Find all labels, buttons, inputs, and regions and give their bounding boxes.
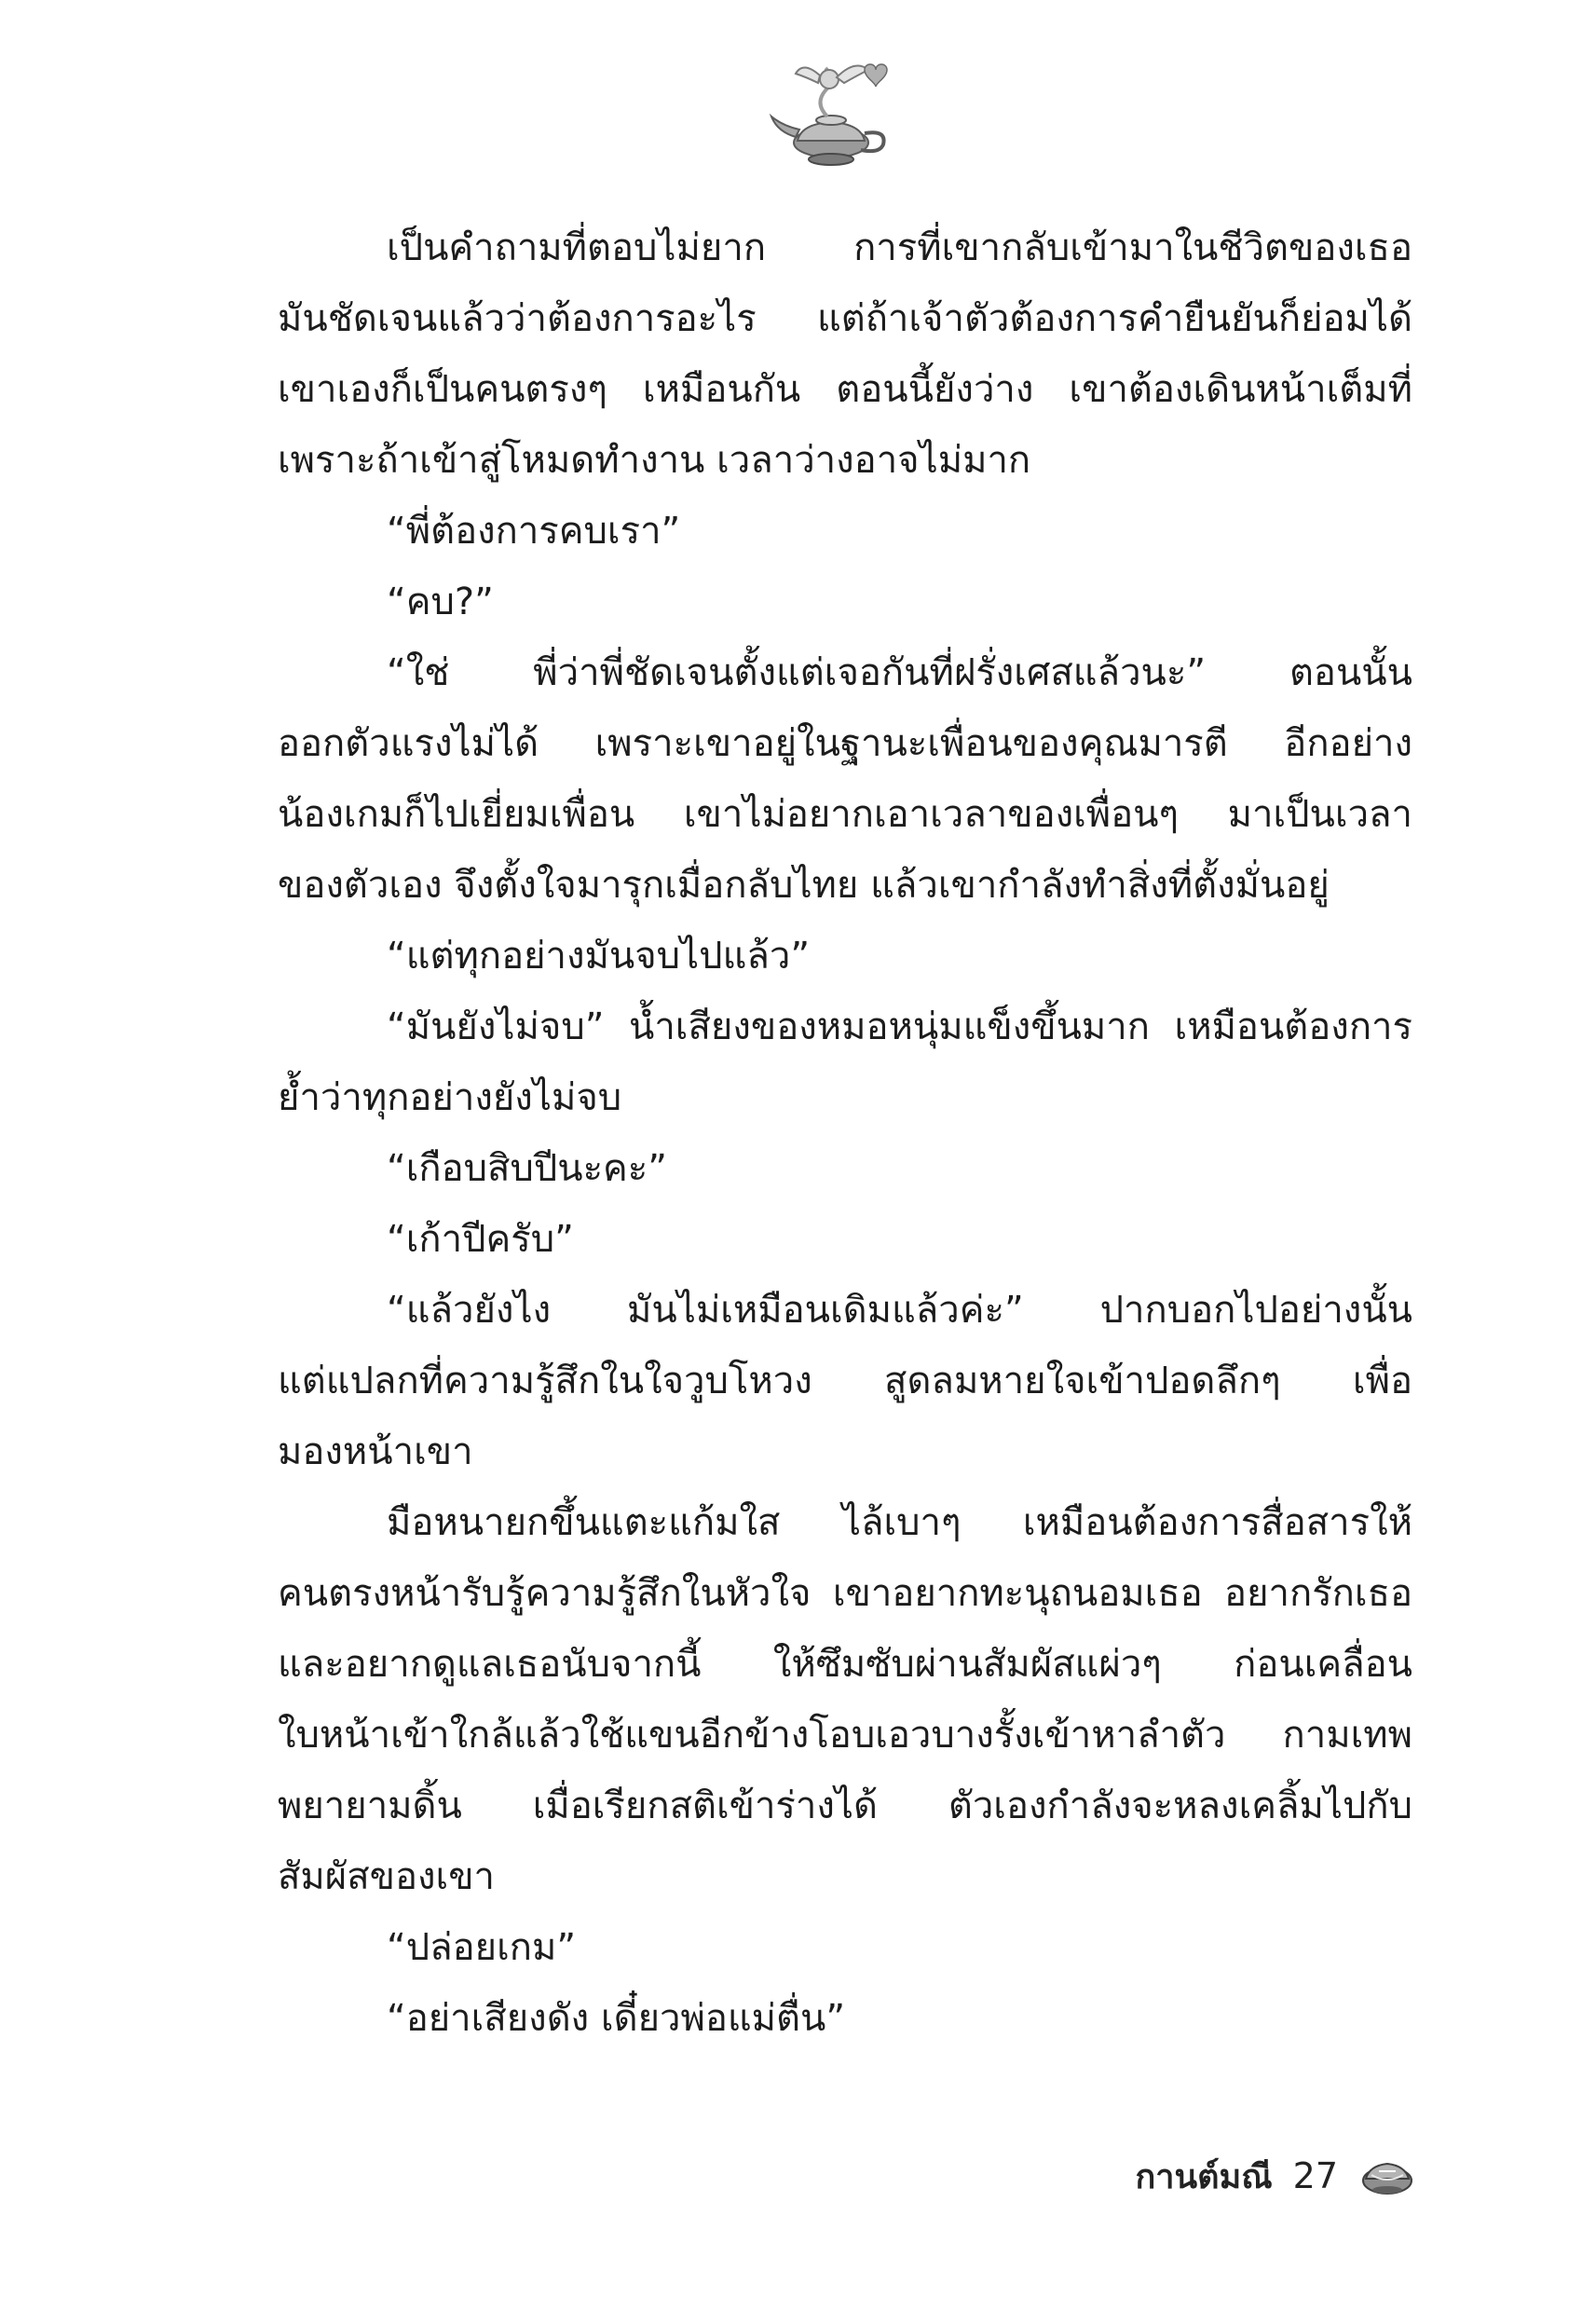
text-line: “เก้าปีครับ” [387, 1218, 574, 1261]
text-line: เป็นคำถามที่ตอบไม่ยาก การที่เขากลับเข้ามาในชีวิตของเธอ [387, 226, 1412, 269]
text-line: สัมผัสของเขา [278, 1855, 496, 1898]
text-line: “เกือบสิบปีนะคะ” [387, 1147, 668, 1190]
body-text [278, 212, 1412, 2054]
text-line: ย้ำว่าทุกอย่างยังไม่จบ [278, 1076, 622, 1119]
text-line: “มันยังไม่จบ” น้ำเสียงของหมอหนุ่มแข็งขึ้นมาก เหมือนต้องการ [387, 1005, 1412, 1048]
page-number: 27 [1292, 2155, 1338, 2196]
page-footer [1099, 2143, 1416, 2208]
text-line: ของตัวเอง จึงตั้งใจมารุกเมื่อกลับไทย แล้วเขากำลังทำสิ่งที่ตั้งมั่นอยู่ [278, 864, 1330, 907]
cupid-teapot-ornament-icon [764, 51, 904, 172]
text-line: พยายามดิ้น เมื่อเรียกสติเข้าร่างได้ ตัวเองกำลังจะหลงเคลิ้มไปกับ [278, 1785, 1412, 1827]
author-name: กานต์มณี [1135, 2157, 1273, 2196]
text-line: และอยากดูแลเธอนับจากนี้ ให้ซึมซับผ่านสัมผัสแผ่วๆ ก่อนเคลื่อน [278, 1643, 1412, 1686]
text-line: คนตรงหน้ารับรู้ความรู้สึกในหัวใจ เขาอยากทะนุถนอมเธอ อยากรักเธอ [278, 1572, 1412, 1615]
text-line: “คบ?” [387, 581, 494, 623]
cupid-teapot-ornament-icon [1358, 2153, 1416, 2199]
text-line: เขาเองก็เป็นคนตรงๆ เหมือนกัน ตอนนี้ยังว่าง เขาต้องเดินหน้าเต็มที่ [278, 368, 1412, 411]
text-line: “ใช่ พี่ว่าพี่ชัดเจนตั้งแต่เจอกันที่ฝรั่งเศสแล้วนะ” ตอนนั้น [387, 651, 1412, 694]
text-line: “พี่ต้องการคบเรา” [387, 510, 681, 553]
text-line: มองหน้าเขา [278, 1430, 473, 1473]
text-line: มือหนายกขึ้นแตะแก้มใส ไล้เบาๆ เหมือนต้องการสื่อสารให้ [387, 1501, 1412, 1544]
text-line: มันชัดเจนแล้วว่าต้องการอะไร แต่ถ้าเจ้าตัวต้องการคำยืนยันก็ย่อมได้ [278, 297, 1412, 340]
text-line: “อย่าเสียงดัง เดี๋ยวพ่อแม่ตื่น” [387, 1997, 846, 2040]
text-line: ออกตัวแรงไม่ได้ เพราะเขาอยู่ในฐานะเพื่อนของคุณมารตี อีกอย่าง [278, 722, 1412, 765]
text-line: เพราะถ้าเข้าสู่โหมดทำงาน เวลาว่างอาจไม่มาก [278, 439, 1031, 482]
text-line: ใบหน้าเข้าใกล้แล้วใช้แขนอีกข้างโอบเอวบางรั้งเข้าหาลำตัว กามเทพ [278, 1714, 1412, 1757]
text-line: “ปล่อยเกม” [387, 1926, 577, 1969]
text-line: “แล้วยังไง มันไม่เหมือนเดิมแล้วค่ะ” ปากบอกไปอย่างนั้น [387, 1289, 1412, 1332]
text-line: แต่แปลกที่ความรู้สึกในใจวูบโหวง สูดลมหายใจเข้าปอดลึกๆ เพื่อ [278, 1360, 1412, 1402]
text-line: “แต่ทุกอย่างมันจบไปแล้ว” [387, 935, 811, 978]
text-line: น้องเกมก็ไปเยี่ยมเพื่อน เขาไม่อยากเอาเวลาของเพื่อนๆ มาเป็นเวลา [278, 793, 1412, 836]
